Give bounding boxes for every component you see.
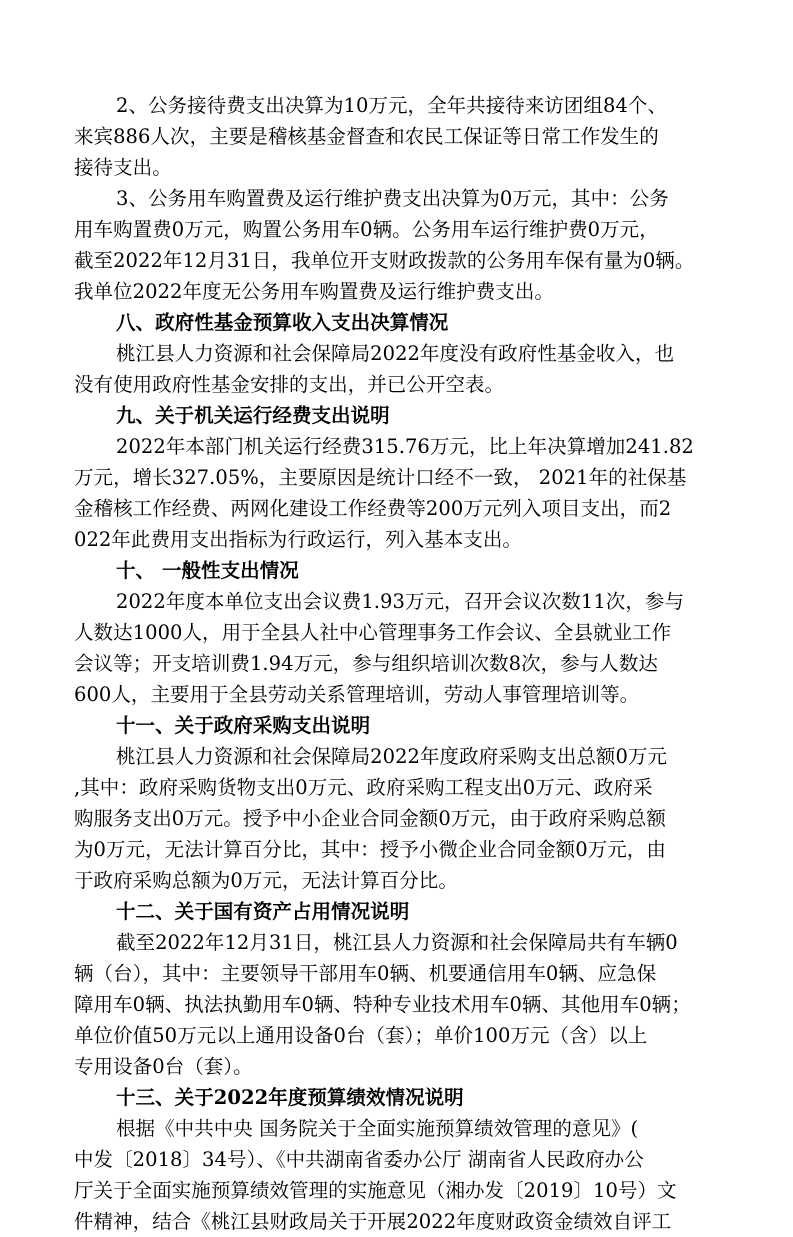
- paragraph-line: 会议等；开支培训费1.94万元，参与组织培训次数8次，参与人数达: [74, 652, 658, 675]
- paragraph-line: 用车购置费0万元，购置公务用车0辆。公务用车运行维护费0万元，: [74, 218, 659, 241]
- paragraph-line: 根据《中共中央 国务院关于全面实施预算绩效管理的意见》(: [116, 1117, 639, 1140]
- paragraph-line: 022年此费用支出指标为行政运行，列入基本支出。: [74, 528, 522, 551]
- paragraph-line: 2、公务接待费支出决算为10万元，全年共接待来访团组84个、: [116, 94, 668, 117]
- paragraph-line: 于政府采购总额为0万元，无法计算百分比。: [74, 869, 458, 892]
- paragraph-line: 桃江县人力资源和社会保障局2022年度没有政府性基金收入，也: [116, 342, 675, 365]
- paragraph-line: 辆（台），其中：主要领导干部用车0辆、机要通信用车0辆、应急保: [74, 962, 657, 985]
- paragraph-line: 购服务支出0万元。授予中小企业合同金额0万元，由于政府采购总额: [74, 807, 666, 830]
- paragraph-line: 金稽核工作经费、两网化建设工作经费等200万元列入项目支出，而2: [74, 497, 672, 520]
- paragraph-line: 件精神，结合《桃江县财政局关于开展2022年度财政资金绩效自评工: [74, 1210, 672, 1233]
- paragraph-line: 单位价值50万元以上通用设备0台（套）；单价100万元（含）以上: [74, 1024, 648, 1047]
- paragraph-line: 桃江县人力资源和社会保障局2022年度政府采购支出总额0万元: [116, 745, 668, 768]
- paragraph-line: 厅关于全面实施预算绩效管理的实施意见（湘办发〔2019〕10号）文: [74, 1179, 677, 1202]
- paragraph-line: 我单位2022年度无公务用车购置费及运行维护费支出。: [74, 280, 554, 303]
- paragraph-line: 专用设备0台（套）。: [74, 1055, 253, 1078]
- paragraph-line: 障用车0辆、执法执勤用车0辆、特种专业技术用车0辆、其他用车0辆；: [74, 993, 691, 1016]
- paragraph-line: 3、公务用车购置费及运行维护费支出决算为0万元，其中：公务: [116, 187, 669, 210]
- section-heading: 八、政府性基金预算收入支出决算情况: [116, 311, 449, 334]
- paragraph-line: ,其中：政府采购货物支出0万元、政府采购工程支出0万元、政府采: [74, 776, 653, 799]
- paragraph-line: 为0万元，无法计算百分比，其中：授予小微企业合同金额0万元，由: [74, 838, 666, 861]
- paragraph-line: 人数达1000人，用于全县人社中心管理事务工作会议、全县就业工作: [74, 621, 672, 644]
- paragraph-line: 没有使用政府性基金安排的支出，并已公开空表。: [74, 373, 505, 396]
- paragraph-line: 截至2022年12月31日，桃江县人力资源和社会保障局共有车辆0: [116, 931, 678, 954]
- section-heading: 十、 一般性支出情况: [116, 559, 299, 582]
- section-heading: 十三、关于2022年度预算绩效情况说明: [116, 1086, 464, 1109]
- document-body: [74, 90, 722, 1237]
- paragraph-line: 万元，增长327.05%，主要原因是统计口经不一致， 2021年的社保基: [74, 466, 687, 489]
- paragraph-line: 接待支出。: [74, 156, 172, 179]
- paragraph-line: 截至2022年12月31日，我单位开支财政拨款的公务用车保有量为0辆。: [74, 249, 695, 272]
- paragraph-line: 中发〔2018〕34号）、《中共湖南省委办公厅 湖南省人民政府办公: [74, 1148, 644, 1171]
- paragraph-line: 2022年本部门机关运行经费315.76万元，比上年决算增加241.82: [116, 435, 694, 458]
- section-heading: 十一、关于政府采购支出说明: [116, 714, 371, 737]
- paragraph-line: 2022年度本单位支出会议费1.93万元，召开会议次数11次，参与: [116, 590, 685, 613]
- paragraph-line: 600人，主要用于全县劳动关系管理培训，劳动人事管理培训等。: [74, 683, 640, 706]
- paragraph-line: 来宾886人次，主要是稽核基金督查和农民工保证等日常工作发生的: [74, 125, 659, 148]
- section-heading: 十二、关于国有资产占用情况说明: [116, 900, 410, 923]
- section-heading: 九、关于机关运行经费支出说明: [116, 404, 390, 427]
